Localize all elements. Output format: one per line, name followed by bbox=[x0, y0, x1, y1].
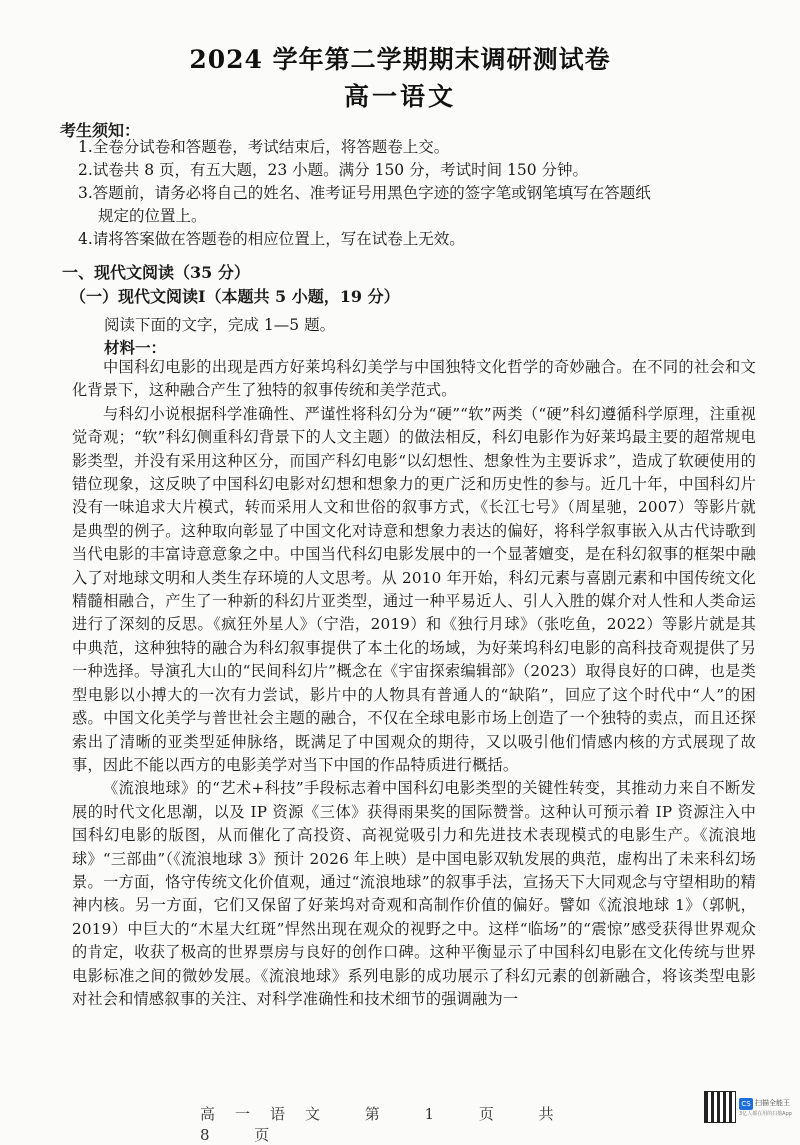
scanner-watermark bbox=[704, 1090, 794, 1124]
notice-item: 1.全卷分试卷和答题卷，考试结束后，将答题卷上交。 bbox=[78, 138, 450, 156]
scanner-tagline: 3亿人都在用的扫描App bbox=[739, 1110, 792, 1117]
subject-title: 高一语文 bbox=[343, 82, 456, 111]
material-body bbox=[72, 356, 756, 1011]
reading-instruction: 阅读下面的文字，完成 1—5 题。 bbox=[104, 316, 336, 334]
notice-list bbox=[78, 136, 758, 251]
paragraph: 与科幻小说根据科学准确性、严谨性将科幻分为“硬”“软”两类（“硬”科幻遵循科学原理，注重视觉奇观；“软”科幻侧重科幻背景下的人文主题）的做法相反，科幻电影作为好莱坞最主要的超常规电影类型，并没有采用这种区分，而国产科幻电影“以幻想性、想象性为主要诉求”，造成了软硬使用的错位现象，这反映了中国科幻电影对幻想和想象力的更广泛和历史性的参与。近几十年，中国科幻片没有一味追求大片模式，转而采用人文和世俗的叙事方式，《长江七号》（周星驰，2007）等影片就是典型的例子。这种取向彰显了中国文化对诗意和想象力表达的偏好，将科学叙事嵌入从古代诗歌到当代电影的丰富诗意意象之中。中国当代科幻电影发展中的一个显著嬗变，是在科幻叙事的框架中融入了对地球文明和人类生存环境的人文思考。从 2010 年开始，科幻元素与喜剧元素和中国传统文化精髓相融合，产生了一种新的科幻片亚类型，通过一种平易近人、引人入胜的媒介对人性和人类命运进行了深刻的反思。《疯狂外星人》（宁浩，2019）和《独行月球》（张吃鱼，2022）等影片就是其中典范，这种独特的融合为科幻叙事提供了本土化的场域，为好莱坞科幻电影的高科技奇观提供了另一种选择。导演孔大山的“民间科幻片”概念在《宇宙探索编辑部》（2023）取得良好的口碑，也是类型电影以小搏大的一次有力尝试，影片中的人物具有普通人的“缺陷”，回应了这个时代中“人”的困惑。中国文化美学与普世社会主题的融合，不仅在全球电影市场上创造了一个独特的卖点，而且还探索出了清晰的亚类型延伸脉络，既满足了中国观众的期待，又以吸引他们情感内核的方式展现了故事，因此不能以西方的电影美学对当下中国的作品特质进行概括。 bbox=[72, 404, 756, 774]
notice-item-continued: 规定的位置上。 bbox=[98, 207, 207, 225]
exam-title: 2024 学年第二学期期末调研测试卷 bbox=[189, 45, 611, 74]
paragraph: 中国科幻电影的出现是西方好莱坞科幻美学与中国独特文化哲学的奇妙融合。在不同的社会和文化背景下，这种融合产生了独特的叙事传统和美学范式。 bbox=[72, 358, 756, 400]
scanner-name: 扫描全能王 bbox=[755, 1099, 790, 1107]
qr-code-icon bbox=[704, 1091, 736, 1123]
page-footer-cut: 高一语文 第 1 页 共 8 页 bbox=[200, 1105, 574, 1144]
notice-item: 2.试卷共 8 页，有五大题，23 小题。满分 150 分，考试时间 150 分钟。 bbox=[78, 161, 589, 179]
notice-item: 3.答题前，请务必将自己的姓名、准考证号用黑色字迹的签字笔或钢笔填写在答题纸 bbox=[78, 184, 651, 202]
subsection-heading: （一）现代文阅读Ⅰ（本题共 5 小题，19 分） bbox=[70, 287, 400, 306]
notice-item: 4.请将答案做在答题卷的相应位置上，写在试卷上无效。 bbox=[78, 230, 465, 248]
section-heading: 一、现代文阅读（35 分） bbox=[62, 263, 250, 282]
material-label: 材料一： bbox=[104, 338, 167, 357]
notice-heading: 考生须知： bbox=[60, 121, 141, 140]
paragraph: 《流浪地球》的“艺术+科技”手段标志着中国科幻电影类型的关键性转变，其推动力来自不断发展的时代文化思潮，以及 IP 资源《三体》获得雨果奖的国际赞誉。这种认可预示着 IP 资源注入中国科幻电影的版图，从而催化了高投资、高视觉吸引力和先进技术表现模式的电影生产。《流浪地球》“三部曲”（《流浪地球 3》预计 2026 年上映）是中国电影双轨发展的典范，虚构出了未来科幻场景。一方面，恪守传统文化价值观，通过“流浪地球”的叙事手法，宣扬天下大同观念与守望相助的精神内核。另一方面，它们又保留了好莱坞对奇观和高制作价值的偏好。譬如《流浪地球 1》（郭帆，2019）中巨大的“木星大红斑”悍然出现在观众的视野之中。这样“临场”的“震惊”感受获得世界观众的肯定，收获了极高的世界票房与良好的创作口碑。这种平衡显示了中国科幻电影在文化传统与世界电影标准之间的微妙发展。《流浪地球》系列电影的成功展示了科幻元素的创新融合，将该类型电影对社会和情感叙事的关注、对科学准确性和技术细节的强调融为一 bbox=[72, 779, 756, 1008]
camscanner-logo-icon: CS bbox=[739, 1098, 753, 1110]
